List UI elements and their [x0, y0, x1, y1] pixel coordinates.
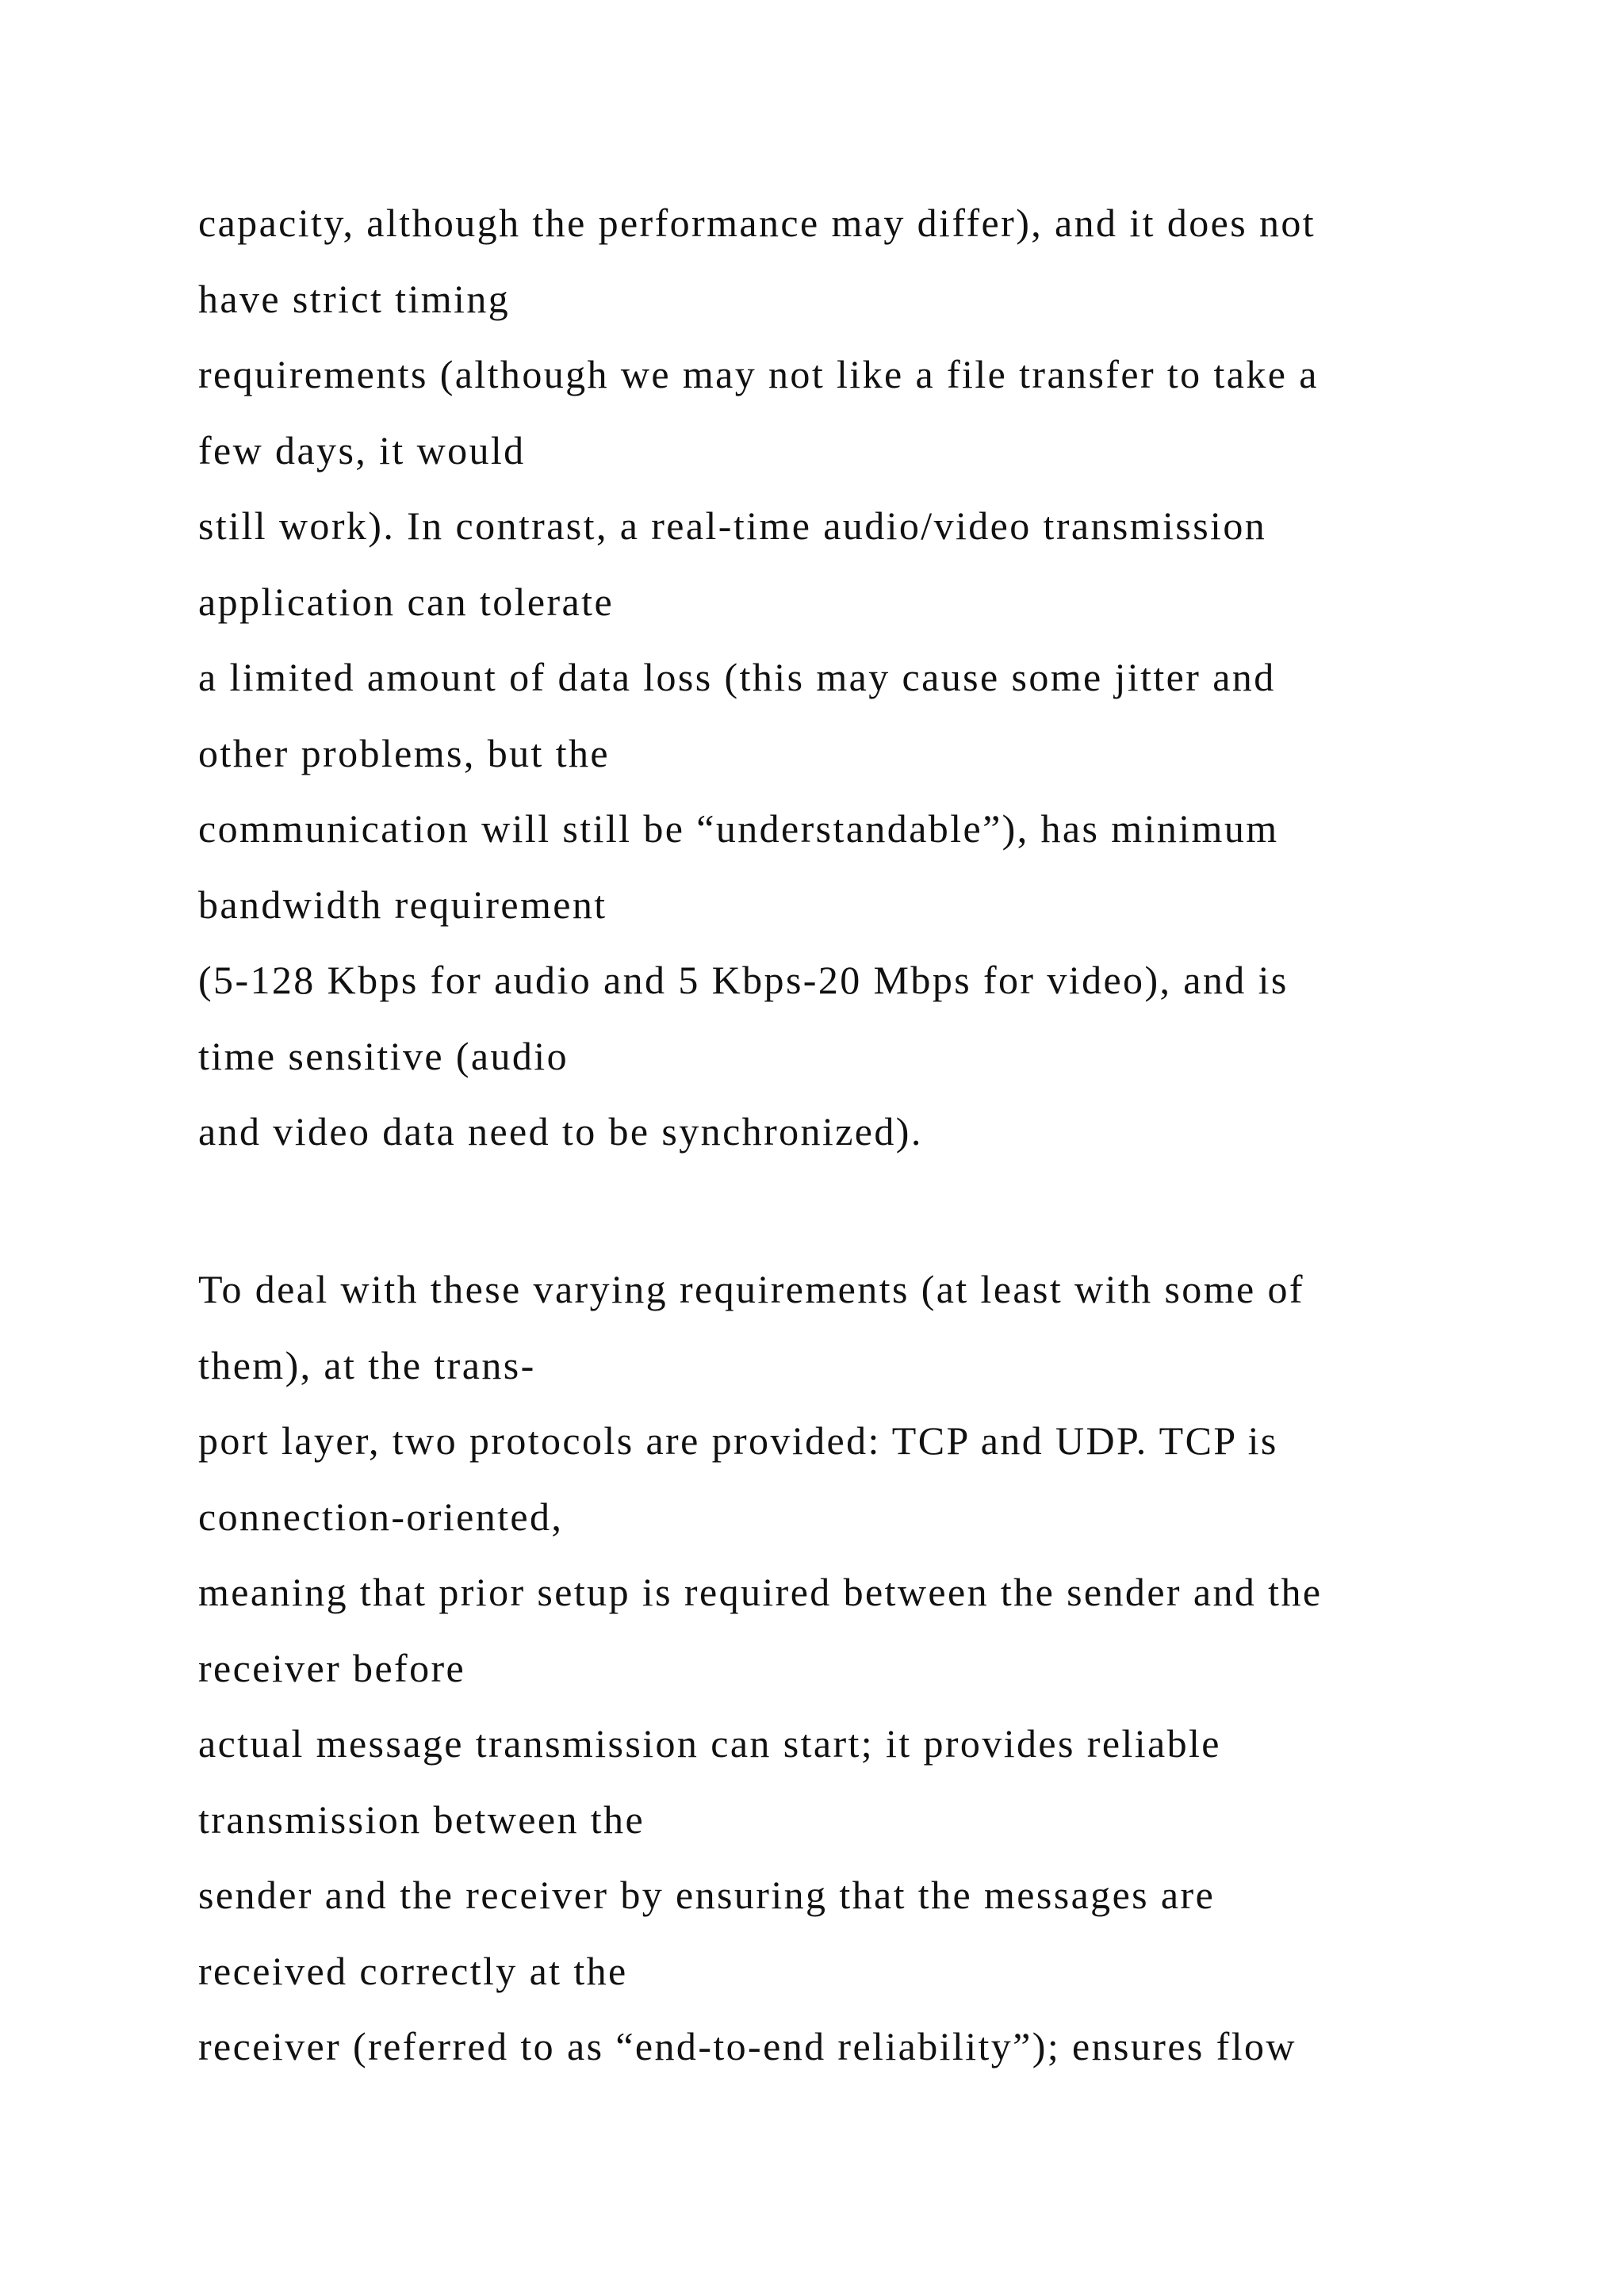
- text-line: and video data need to be synchronized).: [198, 1109, 923, 1154]
- text-line: bandwidth requirement: [198, 882, 607, 927]
- text-line: actual message transmission can start; it provides reliable: [198, 1721, 1221, 1766]
- text-line: connection-oriented,: [198, 1494, 564, 1539]
- text-line: them), at the trans-: [198, 1342, 536, 1387]
- text-line: transmission between the: [198, 1797, 645, 1842]
- text-line: communication will still be “understandable”), has minimum: [198, 806, 1279, 851]
- paragraph-2: [198, 1252, 1546, 2085]
- text-line: receiver (referred to as “end-to-end reliability”); ensures flow: [198, 2024, 1297, 2068]
- text-line: To deal with these varying requirements (at least with some of: [198, 1267, 1304, 1311]
- text-line: sender and the receiver by ensuring that the messages are: [198, 1873, 1216, 1917]
- text-line: time sensitive (audio: [198, 1033, 569, 1078]
- text-line: application can tolerate: [198, 579, 615, 624]
- text-line: capacity, although the performance may differ), and it does not: [198, 201, 1316, 245]
- text-line: meaning that prior setup is required between the sender and the: [198, 1570, 1323, 1614]
- text-line: have strict timing: [198, 276, 511, 321]
- text-line: still work). In contrast, a real-time audio/video transmission: [198, 503, 1267, 548]
- text-line: requirements (although we may not like a file transfer to take a: [198, 352, 1319, 396]
- text-line: (5-128 Kbps for audio and 5 Kbps-20 Mbps for video), and is: [198, 958, 1289, 1002]
- text-line: received correctly at the: [198, 1948, 628, 1993]
- text-line: receiver before: [198, 1645, 466, 1690]
- text-line: other problems, but the: [198, 730, 610, 775]
- text-line: port layer, two protocols are provided: TCP and UDP. TCP is: [198, 1418, 1278, 1463]
- paragraph-1: [198, 186, 1546, 1170]
- text-line: few days, it would: [198, 427, 526, 473]
- text-line: a limited amount of data loss (this may cause some jitter and: [198, 655, 1276, 699]
